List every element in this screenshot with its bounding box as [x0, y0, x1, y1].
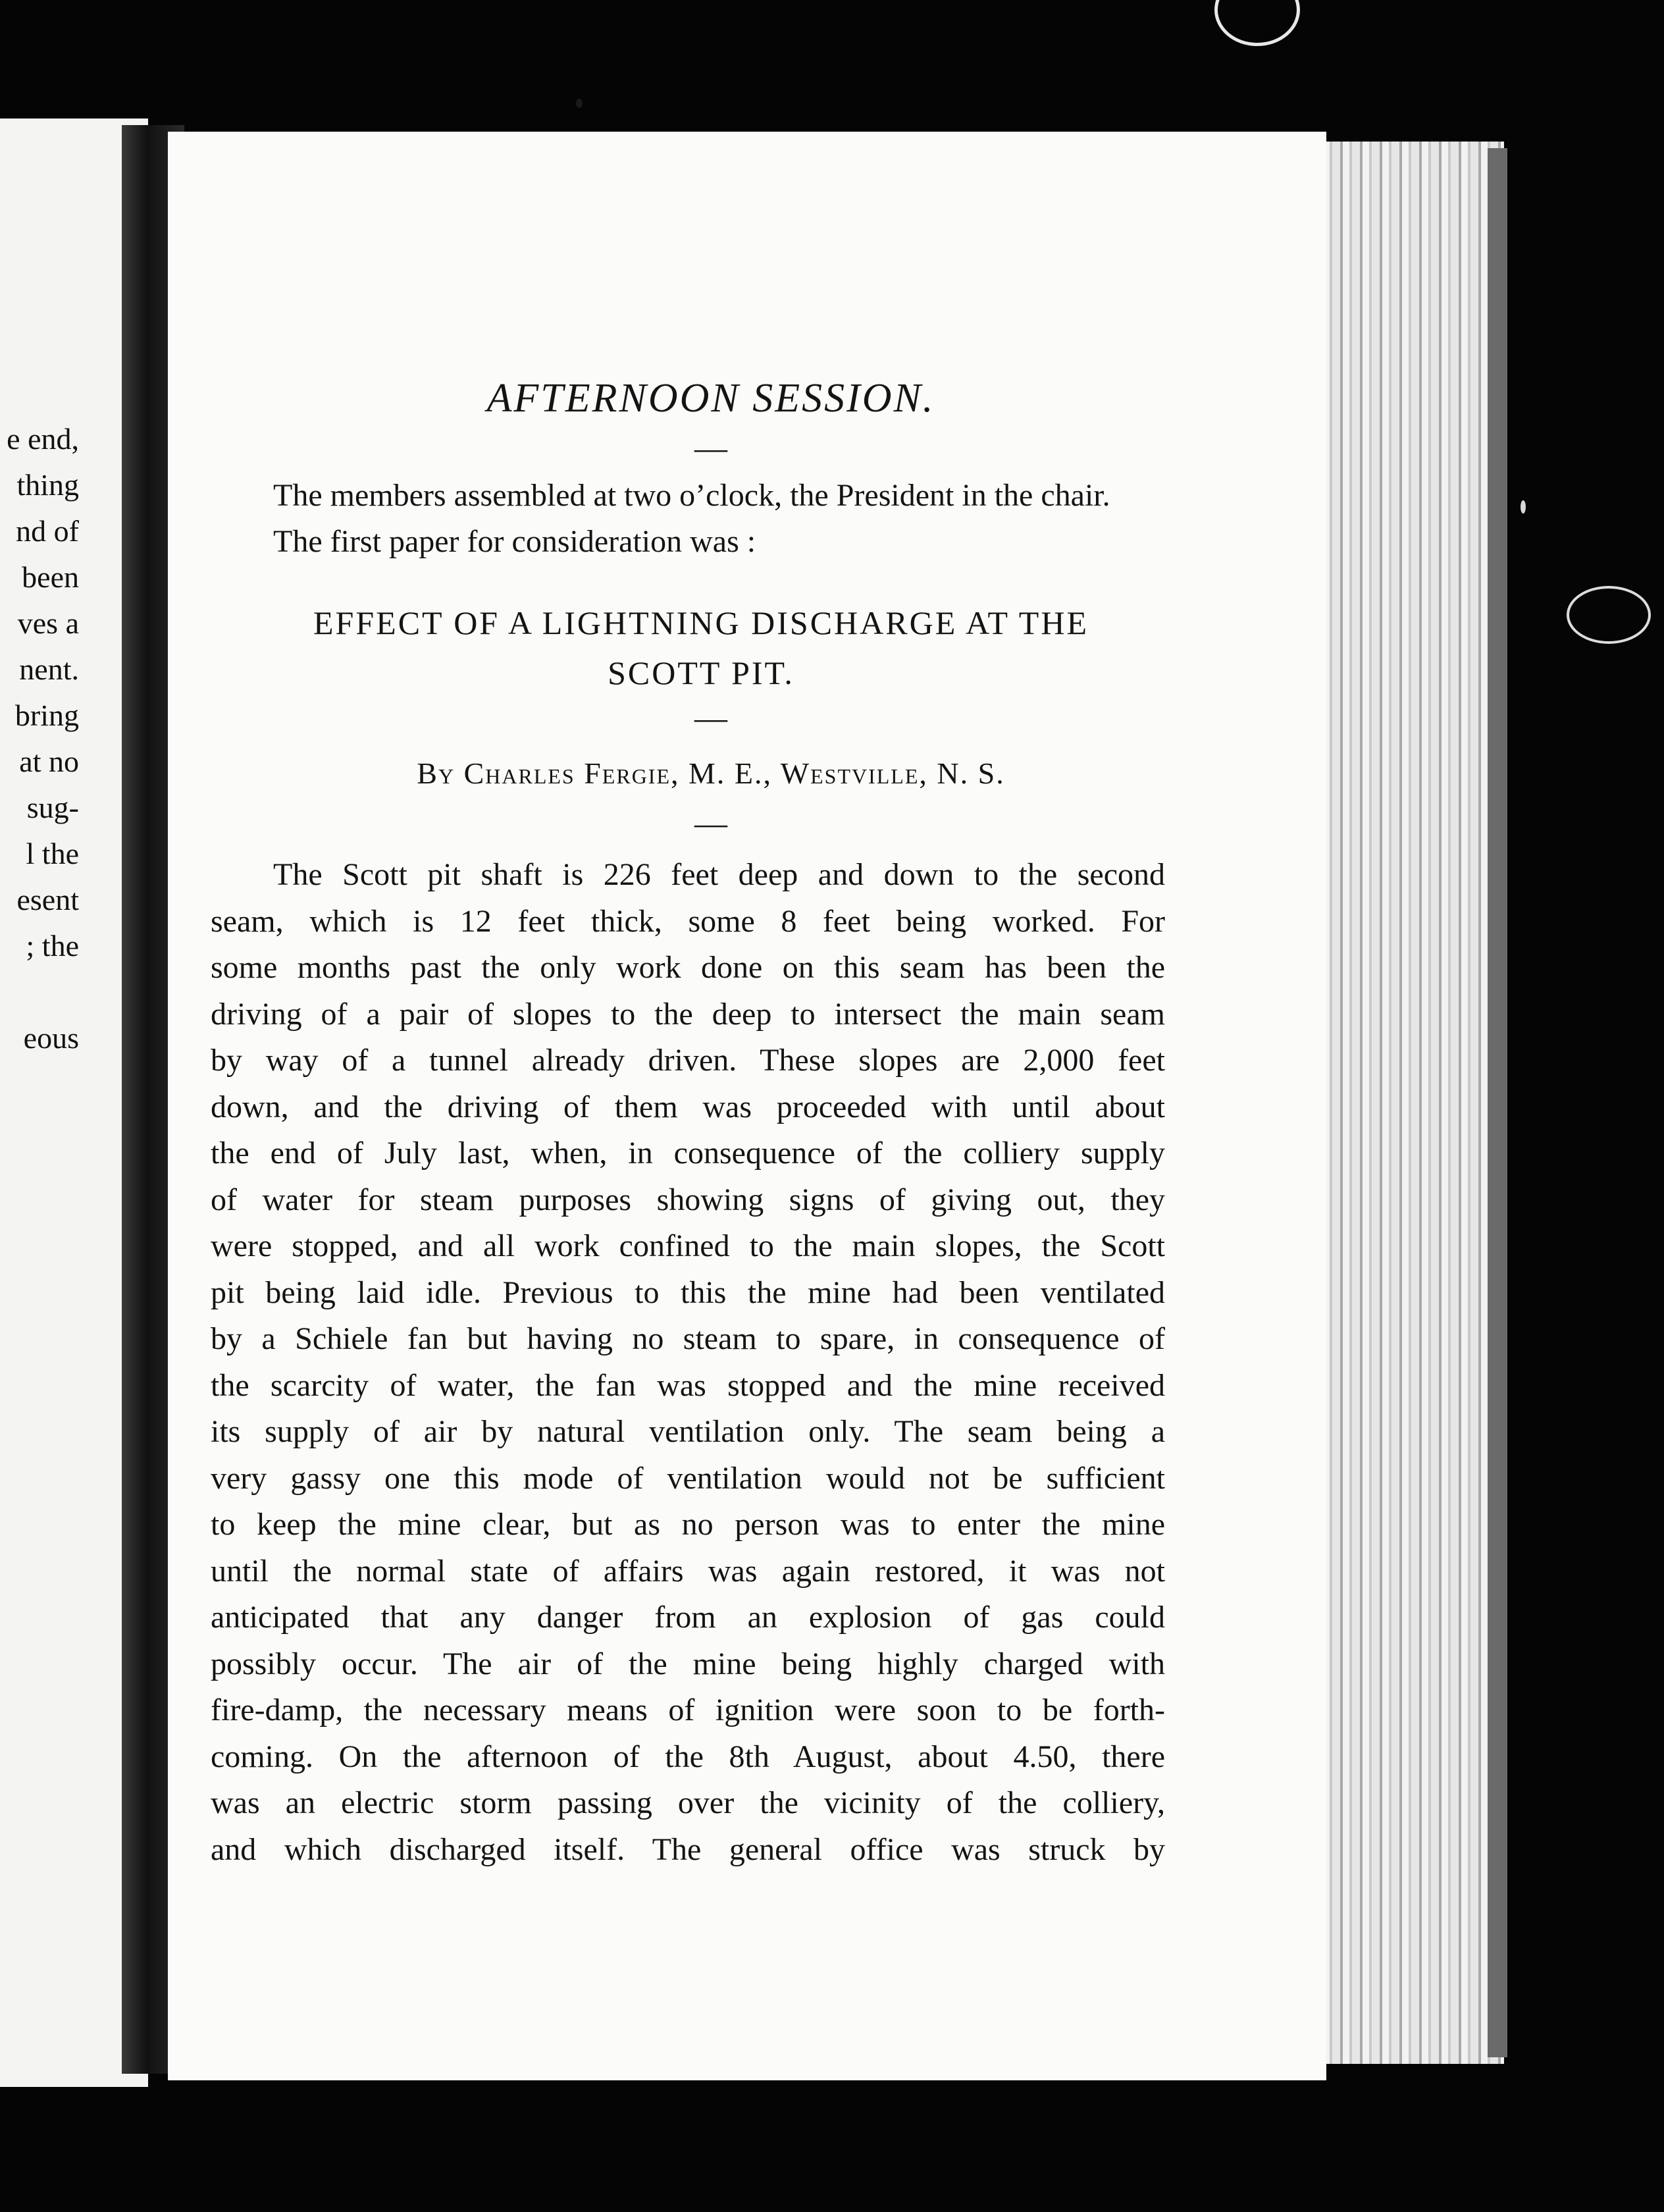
body-line: very gassy one this mode of ventilation would not be sufficient [211, 1460, 1165, 1496]
author-byline: By Charles Fergie, M. E., Westville, N. S. [417, 756, 1005, 790]
body-line: was an electric storm passing over the vicinity of the colliery, [211, 1785, 1165, 1820]
left-fragment: eous [23, 1021, 79, 1055]
body-line: of water for steam purposes showing signs of giving out, they [211, 1182, 1165, 1217]
body-line: driving of a pair of slopes to the deep to intersect the main seam [211, 996, 1165, 1032]
page-content [211, 369, 1165, 1873]
left-fragment: l the [26, 837, 79, 870]
body-line: fire-damp, the necessary means of ignition were soon to be forth- [211, 1693, 1165, 1727]
body-line: the end of July last, when, in consequence of the colliery supply [211, 1136, 1165, 1171]
body-line: The Scott pit shaft is 226 feet deep and down to the second [273, 857, 1165, 892]
left-fragment: bring [14, 698, 79, 732]
body-line: until the normal state of affairs was again restored, it was not [211, 1553, 1165, 1589]
film-scratch-mark [1214, 0, 1300, 46]
byline-rule: — [694, 804, 727, 841]
body-line: the scarcity of water, the fan was stopped and the mine received [211, 1367, 1165, 1403]
page-edge-stack [1323, 142, 1504, 2064]
body-line: down, and the driving of them was proceeded with until about [211, 1089, 1165, 1124]
dust-speck [576, 99, 583, 108]
left-fragment: been [22, 560, 79, 594]
left-fragment: e end, [7, 422, 79, 456]
heading-rule: — [694, 429, 727, 466]
left-fragment: nd of [16, 514, 79, 548]
body-line: pit being laid idle. Previous to this the mine had been ventilated [211, 1275, 1165, 1310]
intro-paragraph: The members assembled at two o’clock, the President in the chair. [273, 478, 1110, 513]
body-line: coming. On the afternoon of the 8th August, about 4.50, there [211, 1739, 1165, 1774]
left-fragment: thing [16, 468, 79, 502]
left-fragment: ves a [17, 606, 79, 640]
dust-speck [1521, 500, 1526, 514]
film-scratch-mark [1567, 586, 1651, 644]
body-line: by a Schiele fan but having no steam to spare, in consequence of [211, 1321, 1165, 1356]
body-line: anticipated that any danger from an explosion of gas could [211, 1600, 1165, 1635]
session-heading: AFTERNOON SESSION. [486, 376, 935, 421]
paper-title [237, 598, 1165, 698]
body-line: seam, which is 12 feet thick, some 8 feet being worked. For [211, 903, 1165, 939]
left-fragment: esent [16, 883, 79, 916]
body-line: some months past the only work done on this seam has been the [211, 950, 1165, 985]
paper-title-line: EFFECT OF A LIGHTNING DISCHARGE AT THE [313, 604, 1089, 641]
body-line: by way of a tunnel already driven. These slopes are 2,000 feet [211, 1043, 1165, 1078]
body-line: and which discharged itself. The general office was struck by [211, 1831, 1165, 1867]
book-cover-edge [1488, 148, 1507, 2057]
paper-title-line: SCOTT PIT. [608, 654, 794, 691]
intro-paragraph: The first paper for consideration was : [273, 524, 756, 559]
body-line: to keep the mine clear, but as no person was to enter the mine [211, 1507, 1165, 1542]
body-line: were stopped, and all work confined to the main slopes, the Scott [211, 1228, 1165, 1263]
left-fragment: ; the [26, 929, 79, 962]
body-paragraph [211, 852, 1165, 1873]
left-fragment: sug- [26, 791, 79, 824]
body-line: its supply of air by natural ventilation only. The seam being a [211, 1414, 1165, 1449]
title-rule: — [694, 699, 727, 736]
body-line: possibly occur. The air of the mine being highly charged with [211, 1646, 1165, 1681]
left-fragment: nent. [19, 652, 79, 686]
left-fragment: at no [19, 745, 79, 778]
